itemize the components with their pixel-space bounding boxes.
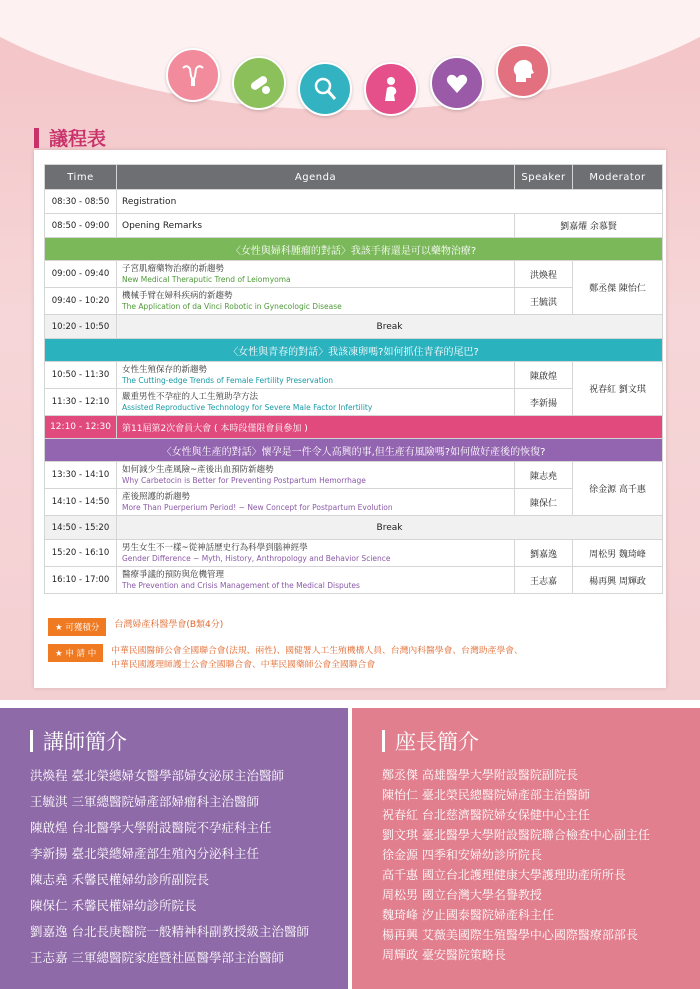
topic-en: More Than Puerperium Period! ~ New Concept for Postpartum Evolution	[122, 502, 393, 512]
agenda-cell: Opening Remarks	[117, 214, 515, 238]
moderator-cell: 徐金源 高千惠	[573, 462, 663, 516]
uterus-icon	[166, 48, 220, 102]
session-title: 〈女性與青春的對話〉我該凍卵嗎?如何抓住青春的尾巴?	[45, 339, 663, 362]
apply-line	[48, 644, 523, 672]
speaker-bio: 陳志堯 禾馨民權婦幼診所副院長	[30, 872, 209, 887]
meeting-label: 第11屆第2次會員大會 ( 本時段僅限會員參加 )	[117, 416, 663, 439]
agenda-cell	[117, 261, 515, 288]
speaker-bio: 王志嘉 三軍總醫院家庭暨社區醫學部主治醫師	[30, 950, 284, 965]
agenda-cell	[117, 567, 515, 594]
speaker-bio: 洪煥程 臺北榮總婦女醫學部婦女泌尿主治醫師	[30, 768, 284, 783]
moderators-title: 座長簡介	[395, 730, 479, 754]
speakers-panel-title	[30, 726, 127, 756]
table-row	[45, 462, 663, 489]
topic-zh: 子宮肌瘤藥物治療的新趨勢	[122, 263, 225, 274]
title-bar	[30, 730, 33, 752]
topic-zh: 女性生殖保存的新趨勢	[122, 364, 208, 375]
icon-row	[160, 30, 560, 120]
search-icon	[298, 62, 352, 116]
topic-en: The Application of da Vinci Robotic in Gynecologic Disease	[122, 301, 342, 311]
moderator-bio: 陳怡仁 臺北榮民總醫院婦產部主治醫師	[382, 788, 590, 802]
moderator-cell: 楊再興 周輝政	[573, 567, 663, 594]
moderator-bio: 劉文琪 臺北醫學大學附設醫院聯合檢查中心副主任	[382, 828, 650, 842]
moderators-panel	[352, 708, 700, 989]
session-banner	[45, 238, 663, 261]
speaker-bio: 劉嘉逸 台北長庚醫院一般精神科副教授級主治醫師	[30, 924, 309, 939]
topic-en: New Medical Theraputic Trend of Leiomyoma	[122, 274, 291, 284]
moderator-bio: 徐金源 四季和安婦幼診所院長	[382, 848, 542, 862]
moderator-bio: 祝春紅 台北慈濟醫院婦女保健中心主任	[382, 808, 590, 822]
time-cell: 11:30 - 12:10	[45, 389, 117, 416]
table-row	[45, 190, 663, 214]
break-label: Break	[117, 315, 663, 339]
apply-text	[111, 644, 523, 672]
agenda-card	[34, 150, 666, 688]
time-header: Time	[45, 165, 117, 190]
speaker-cell: 王毓淇	[515, 288, 573, 315]
speakers-panel	[0, 708, 348, 989]
agenda-cell: Registration	[117, 190, 663, 214]
agenda-header: Agenda	[117, 165, 515, 190]
speaker-cell: 陳啟煌	[515, 362, 573, 389]
agenda-title: 議程表	[49, 128, 107, 150]
moderator-header: Moderator	[573, 165, 663, 190]
topic-en: Assisted Reproductive Technology for Severe Male Factor Infertility	[122, 402, 373, 412]
speaker-header: Speaker	[515, 165, 573, 190]
meeting-row	[45, 416, 663, 439]
topic-zh: 嚴重男性不孕症的人工生殖助孕方法	[122, 391, 259, 402]
table-row	[45, 567, 663, 594]
moderator-bio: 周松男 國立台灣大學名譽教授	[382, 888, 542, 902]
pill-icon	[232, 56, 286, 110]
time-cell: 14:10 - 14:50	[45, 489, 117, 516]
credit-line	[48, 618, 223, 636]
heart-hand-icon	[430, 56, 484, 110]
table-row	[45, 540, 663, 567]
session-banner	[45, 439, 663, 462]
topic-zh: 男生女生不一樣~從神話歷史行為科學到腦神經學	[122, 542, 308, 553]
speaker-cell: 陳保仁	[515, 489, 573, 516]
speaker-cell: 洪煥程	[515, 261, 573, 288]
apply-line-1: 中華民國醫師公會全國聯合會(法規、兩性)、國健署人工生殖機構人員、台灣內科醫學會、台灣助產學會、	[111, 646, 523, 656]
agenda-table	[44, 164, 663, 594]
moderator-bio: 鄭丞傑 高雄醫學大學附設醫院副院長	[382, 768, 578, 782]
time-cell: 08:30 - 08:50	[45, 190, 117, 214]
moderator-bio: 楊再興 艾薇美國際生殖醫學中心國際醫療部部長	[382, 928, 638, 942]
speaker-bio: 陳保仁 禾馨民權婦幼診所院長	[30, 898, 197, 913]
table-row	[45, 288, 663, 315]
time-cell: 12:10 - 12:30	[45, 416, 117, 439]
time-cell: 15:20 - 16:10	[45, 540, 117, 567]
session-title: 〈女性與生產的對話〉懷孕是一件令人高興的事,但生產有風險嗎?如何做好產後的恢復?	[45, 439, 663, 462]
time-cell: 13:30 - 14:10	[45, 462, 117, 489]
agenda-cell	[117, 462, 515, 489]
time-cell: 10:20 - 10:50	[45, 315, 117, 339]
table-row	[45, 214, 663, 238]
moderator-bio: 高千惠 國立台北護理健康大學護理助產所所長	[382, 868, 626, 882]
time-cell: 08:50 - 09:00	[45, 214, 117, 238]
topic-zh: 醫療爭議的預防與危機管理	[122, 569, 225, 580]
speaker-bio: 王毓淇 三軍總醫院婦產部婦瘤科主治醫師	[30, 794, 259, 809]
mother-icon	[364, 62, 418, 116]
speaker-bio: 李新揚 臺北榮總婦產部生殖內分泌科主任	[30, 846, 259, 861]
speaker-bio: 陳啟煌 台北醫學大學附設醫院不孕症科主任	[30, 820, 272, 835]
topic-zh: 產後照護的新趨勢	[122, 491, 191, 502]
credit-text: 台灣婦產科醫學會(B類4分)	[114, 620, 224, 630]
table-row	[45, 261, 663, 288]
moderators-panel-title	[382, 726, 479, 756]
speaker-cell: 劉嘉燿 余慕賢	[515, 214, 663, 238]
agenda-section-title	[34, 124, 106, 151]
head-icon	[496, 44, 550, 98]
break-row	[45, 315, 663, 339]
topic-en: The Prevention and Crisis Management of the Medical Disputes	[122, 580, 360, 590]
agenda-cell	[117, 288, 515, 315]
speaker-cell: 陳志堯	[515, 462, 573, 489]
moderator-cell: 祝春紅 劉文琪	[573, 362, 663, 416]
moderator-cell: 鄭丞傑 陳怡仁	[573, 261, 663, 315]
time-cell: 09:00 - 09:40	[45, 261, 117, 288]
session-title: 〈女性與婦科腫瘤的對話〉我該手術還是可以藥物治療?	[45, 238, 663, 261]
title-bar	[34, 128, 39, 148]
break-label: Break	[117, 516, 663, 540]
break-row	[45, 516, 663, 540]
session-banner	[45, 339, 663, 362]
topic-en: Gender Difference ~ Myth, History, Anthropology and Behavior Science	[122, 553, 391, 563]
table-row	[45, 389, 663, 416]
topic-zh: 如何減少生產風險~產後出血預防新趨勢	[122, 464, 274, 475]
title-bar	[382, 730, 385, 752]
apply-line-2: 中華民國護理師護士公會全國聯合會、中華民國藥師公會全國聯合會	[111, 660, 376, 670]
speaker-cell: 劉嘉逸	[515, 540, 573, 567]
time-cell: 14:50 - 15:20	[45, 516, 117, 540]
speaker-cell: 李新揚	[515, 389, 573, 416]
credit-tag: ★ 可獲積分	[48, 618, 106, 636]
agenda-cell	[117, 389, 515, 416]
agenda-cell	[117, 362, 515, 389]
topic-en: The Cutting-edge Trends of Female Fertility Preservation	[122, 375, 334, 385]
time-cell: 09:40 - 10:20	[45, 288, 117, 315]
time-cell: 16:10 - 17:00	[45, 567, 117, 594]
moderator-bio: 魏琦峰 汐止國泰醫院婦產科主任	[382, 908, 554, 922]
table-row	[45, 362, 663, 389]
topic-zh: 機械手臂在婦科疾病的新趨勢	[122, 290, 233, 301]
moderator-cell: 周松男 魏琦峰	[573, 540, 663, 567]
agenda-cell	[117, 489, 515, 516]
apply-tag: ★ 申 請 中	[48, 644, 103, 662]
table-header-row	[45, 165, 663, 190]
table-row	[45, 489, 663, 516]
time-cell: 10:50 - 11:30	[45, 362, 117, 389]
speakers-title: 講師簡介	[43, 730, 127, 754]
speaker-cell: 王志嘉	[515, 567, 573, 594]
moderator-bio: 周輝政 臺安醫院策略長	[382, 948, 506, 962]
agenda-cell	[117, 540, 515, 567]
topic-en: Why Carbetocin is Better for Preventing Postpartum Hemorrhage	[122, 475, 366, 485]
